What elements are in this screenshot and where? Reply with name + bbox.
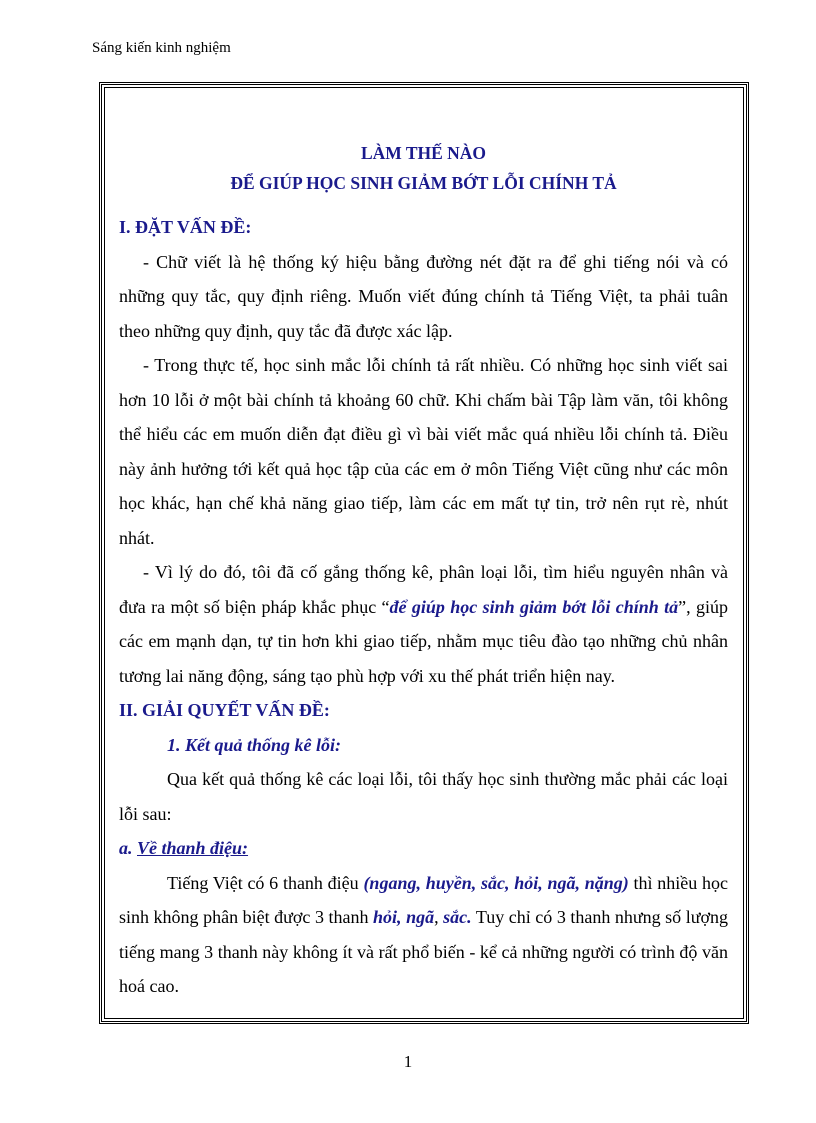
document-title [119,138,728,198]
paragraph-5-comma: , [434,907,444,927]
paragraph-1: - Chữ viết là hệ thống ký hiệu bằng đường nét đặt ra để ghi tiếng nói và có những quy tắc, quy định riêng. Muốn viết đúng chính tả Tiếng Việt, ta phải tuân theo những quy định, quy tắc đã được xác lập. [119,251,728,341]
paragraph-5-tones-2: hỏi, ngã [373,907,435,927]
subheading-a-text: Về thanh điệu: [137,838,249,858]
paragraph-5 [119,866,728,1004]
paragraph-3 [119,555,728,693]
section-heading-2: II. GIẢI QUYẾT VẤN ĐỀ: [119,700,330,720]
document-body [119,138,728,1004]
paragraph-5-text-c: thì nhiều học sinh không phân biệt được 3 thanh [119,872,729,927]
page-number: 1 [403,1052,413,1071]
paragraph-3-text-a: - Vì lý do đó, tôi đã cố gắng thống kê, phân loại lỗi, tìm hiểu nguyên nhân và đưa ra một số biện pháp khắc phục “ [119,562,728,617]
subheading-a-prefix: a. [119,838,137,858]
paragraph-5-tones: (ngang, huyền, sắc, hỏi, ngã, nặng) [363,872,629,893]
subheading-a [119,831,728,866]
paragraph-3-text-c: ”, giúp các em mạnh dạn, tự tin hơn khi giao tiếp, nhằm mục tiêu đào tạo những chủ nhân tương lai năng động, sáng tạo phù hợp với xu thế phát triển hiện nay. [119,596,728,686]
paragraph-2: - Trong thực tế, học sinh mắc lỗi chính tả rất nhiều. Có những học sinh viết sai hơn 10 lỗi ở một bài chính tả khoảng 60 chữ. Khi chấm bài Tập làm văn, tôi không thể hiểu các em muốn diễn đạt điều gì vì bài viết mắc quá nhiều lỗi chính tả. Điều này ảnh hưởng tới kết quả học tập của các em ở môn Tiếng Việt cũng như các môn học khác, hạn chế khả năng giao tiếp, làm các em mất tự tin, trở nên rụt rè, nhút nhát. [119,355,728,548]
title-line-1: LÀM THẾ NÀO [360,143,487,163]
paragraph-5-text-g: Tuy chỉ có 3 thanh nhưng số lượng tiếng mang 3 thanh này không ít và rất phổ biến - kể cả những người có trình độ văn hoá cao. [119,907,728,996]
section-heading-1: I. ĐẶT VẤN ĐỀ: [119,217,252,237]
paragraph-4: Qua kết quả thống kê các loại lỗi, tôi thấy học sinh thường mắc phải các loại lỗi sau: [119,769,728,824]
paragraph-5-text-a: Tiếng Việt có 6 thanh điệu [167,872,364,893]
subheading-1: 1. Kết quả thống kê lỗi: [167,734,342,755]
page-header: Sáng kiến kinh nghiệm [92,40,231,56]
paragraph-5-tone-3: sắc. [443,907,472,927]
paragraph-3-emphasis: để giúp học sinh giảm bớt lỗi chính tả [389,596,679,617]
title-line-2: ĐỂ GIÚP HỌC SINH GIẢM BỚT LỖI CHÍNH TẢ [230,173,617,193]
